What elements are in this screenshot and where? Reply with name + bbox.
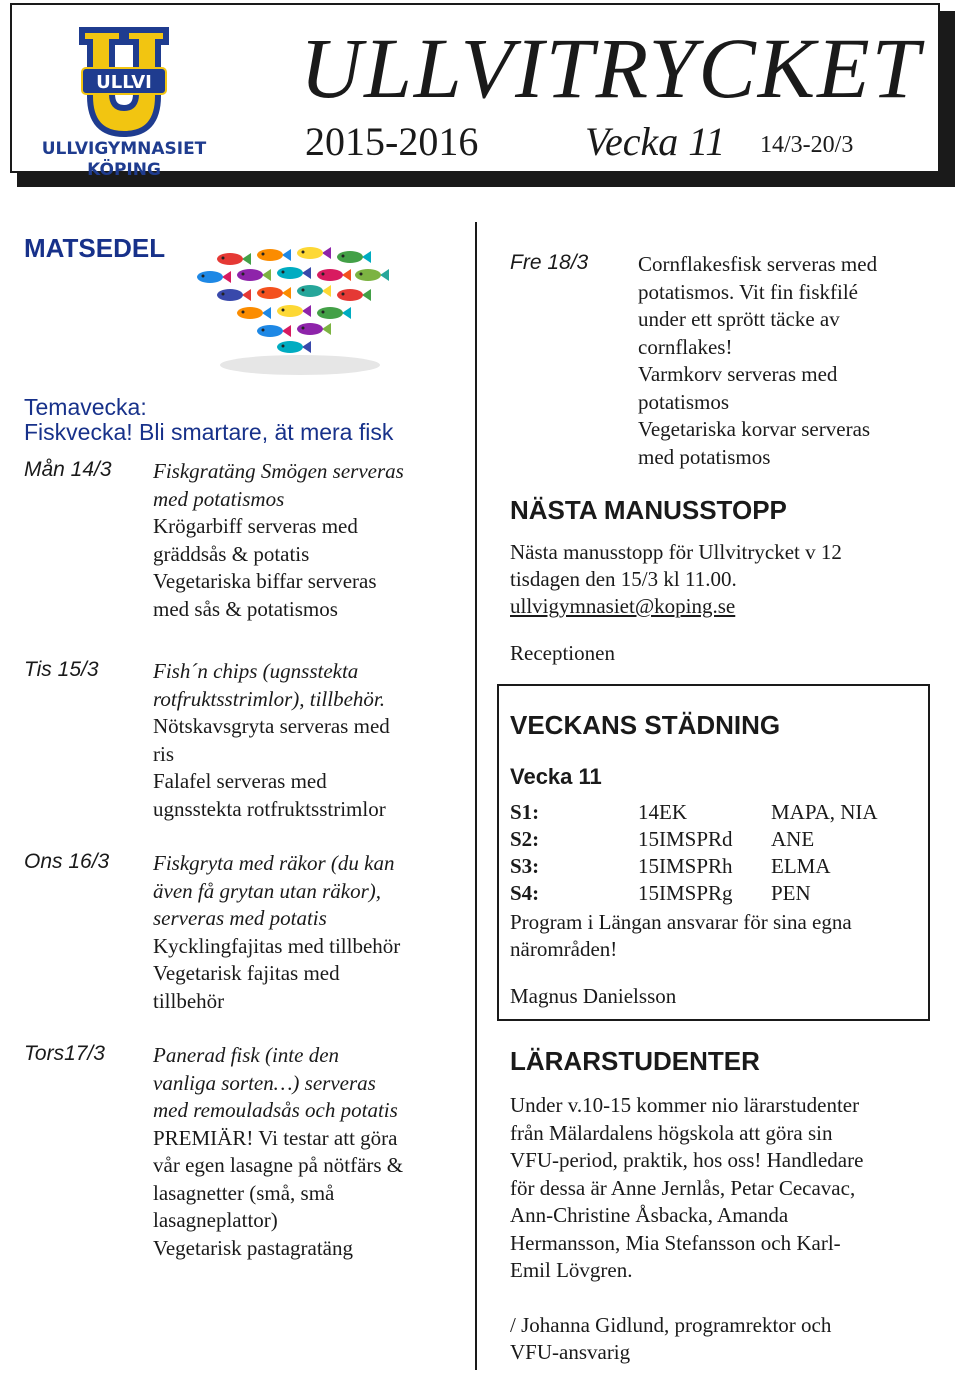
menu-line: med remouladsås och potatis [153,1098,398,1122]
menu-line: Fish´n chips (ugnsstekta [153,659,359,683]
stadning-names: ELMA [771,854,831,878]
fish-icon [257,287,291,299]
day-label-wednesday: Ons 16/3 [24,850,110,873]
logo-school-line2: KÖPING [87,160,161,180]
week-date-range: 14/3-20/3 [760,132,854,158]
fish-icon [297,247,331,259]
lararstudenter-line: Under v.10-15 kommer nio lärarstudenter [510,1093,860,1117]
fish-icon [297,323,331,335]
day-label-tuesday: Tis 15/3 [24,658,99,681]
lararstudenter-signature-line1: / Johanna Gidlund, programrektor och [510,1313,832,1337]
menu-line: PREMIÄR! Vi testar att göra [153,1125,398,1150]
fish-icon [317,307,351,319]
lararstudenter-line: Ann-Christine Åsbacka, Amanda [510,1203,789,1227]
stadning-slot: S3: [510,854,540,878]
fish-school-illustration [190,245,390,385]
stadning-heading: VECKANS STÄDNING [510,710,781,740]
menu-line: rotfruktsstrimlor), tillbehör. [153,686,385,711]
fish-icon [337,251,371,263]
menu-line: serveras med potatis [153,906,327,930]
fish-icon [257,325,291,337]
manusstopp-line2: tisdagen den 15/3 kl 11.00. [510,567,737,591]
menu-line: med sås & potatismos [153,596,338,621]
manusstopp-line1: Nästa manusstopp för Ullvitrycket v 12 [510,540,842,564]
logo-school-line1: ULLVIGYMNASIET [41,139,207,159]
fish-icon [217,253,251,265]
fish-icon [277,341,311,353]
menu-line: med potatismos [153,486,285,511]
menu-line: cornflakes! [638,334,733,359]
stadning-names: PEN [771,881,811,905]
day-label-friday: Fre 18/3 [510,251,589,274]
manusstopp-signature: Receptionen [510,641,615,665]
stadning-signature: Magnus Danielsson [510,984,677,1008]
fish-icon [257,249,291,261]
menu-line: Krögarbiff serveras med [153,514,358,538]
menu-line: Falafel serveras med [153,769,327,793]
menu-line: lasagneplattor) [153,1208,278,1232]
menu-line: Fiskgratäng Smögen serveras [153,459,404,483]
lararstudenter-line: för dessa är Anne Jernlås, Petar Cecavac, [510,1175,856,1200]
menu-line: Vegetariska biffar serveras [153,569,377,593]
school-year: 2015-2016 [305,119,479,164]
stadning-week: Vecka 11 [510,764,602,789]
lararstudenter-signature-line2: VFU-ansvarig [510,1340,631,1364]
lararstudenter-line: från Mälardalens högskola att göra sin [510,1120,833,1145]
stadning-names: ANE [771,827,815,851]
menu-line: även få grytan utan räkor), [153,878,382,903]
menu-line: ris [153,741,174,766]
fish-icon [355,269,389,281]
menu-tuesday [153,658,453,823]
fish-icon [297,285,331,297]
day-label-thursday: Tors17/3 [24,1042,105,1065]
fish-icon [237,307,271,319]
menu-line: gräddsås & potatis [153,541,310,566]
menu-line: under ett sprött täcke av [638,307,840,331]
week-number: Vecka 11 [585,119,726,164]
fish-icon [217,289,251,301]
lararstudenter-body [510,1092,930,1285]
stadning-note-line1: Program i Längan ansvarar för sina egna [510,910,852,934]
stadning-slot: S4: [510,881,540,905]
menu-line: Vegetariska korvar serveras [638,417,871,441]
matsedel-heading: MATSEDEL [24,233,166,263]
menu-line: Panerad fisk (inte den [153,1043,340,1067]
menu-thursday [153,1042,453,1262]
theme-label: Temavecka: [24,394,147,420]
manusstopp-heading: NÄSTA MANUSSTOPP [510,495,787,525]
stadning-class: 15IMSPRd [638,827,733,851]
ullvi-logo [34,22,214,182]
menu-line: Fiskgryta med räkor (du kan [153,851,395,875]
day-label-monday: Mån 14/3 [24,458,112,481]
menu-wednesday [153,850,453,1015]
stadning-class: 15IMSPRh [638,854,733,878]
paper-title: ULLVITRYCKET [300,20,922,116]
stadning-class: 15IMSPRg [638,881,733,905]
menu-line: lasagnetter (små, små [153,1180,335,1205]
menu-line: vår egen lasagne på nötfärs & [153,1153,404,1177]
menu-line: Cornflakesfisk serveras med [638,252,878,276]
stadning-class: 14EK [638,800,687,824]
fish-icon [237,269,271,281]
fish-icon [197,271,231,283]
fish-icon [317,269,351,281]
stadning-slot: S2: [510,827,540,851]
fish-icon [277,305,311,317]
menu-friday [638,251,938,471]
lararstudenter-heading: LÄRARSTUDENTER [510,1046,760,1076]
stadning-note-line2: närområden! [510,937,618,961]
theme-text: Fiskvecka! Bli smartare, ät mera fisk [24,419,394,445]
menu-monday [153,458,453,623]
logo-badge-text: ULLVI [96,72,152,93]
menu-line: ugnsstekta rotfruktsstrimlor [153,796,386,821]
menu-line: Vegetarisk fajitas med [153,961,340,985]
column-divider [475,222,477,1370]
menu-line: tillbehör [153,988,225,1013]
fish-icon [337,289,371,301]
lararstudenter-line: Emil Lövgren. [510,1258,633,1282]
lararstudenter-line: VFU-period, praktik, hos oss! Handledare [510,1148,864,1172]
stadning-names: MAPA, NIA [771,800,878,824]
menu-line: potatismos [638,389,730,414]
menu-line: vanliga sorten…) serveras [153,1070,376,1095]
manusstopp-email-link[interactable]: ullvigymnasiet@koping.se [510,594,736,618]
menu-line: Kycklingfajitas med tillbehör [153,933,401,958]
menu-line: Nötskavsgryta serveras med [153,714,390,738]
menu-line: Vegetarisk pastagratäng [153,1235,354,1260]
menu-line: Varmkorv serveras med [638,362,838,386]
stadning-slot: S1: [510,800,540,824]
fish-icon [277,267,311,279]
lararstudenter-line: Hermansson, Mia Stefansson och Karl- [510,1230,841,1255]
menu-line: potatismos. Vit fin fiskfilé [638,279,859,304]
menu-line: med potatismos [638,444,771,469]
